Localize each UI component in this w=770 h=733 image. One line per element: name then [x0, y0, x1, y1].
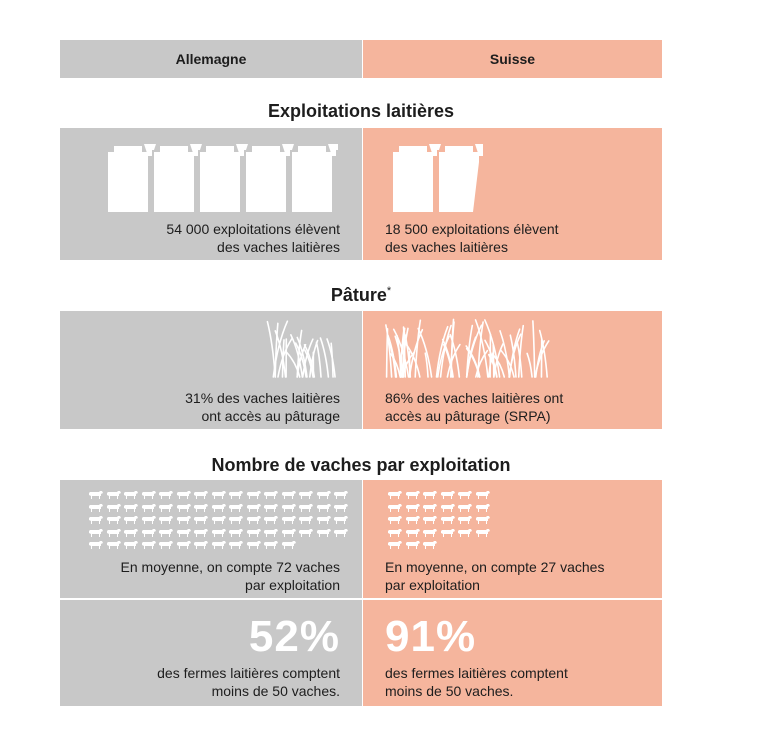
header-germany [60, 40, 362, 78]
grass-icon [381, 317, 559, 379]
cow-icons-grid [387, 490, 497, 554]
cow-icon [405, 528, 421, 538]
percentage-switzerland-value: 91% [385, 612, 477, 661]
cow-icon [158, 490, 174, 500]
cow-icon [176, 515, 192, 525]
cow-icon [228, 528, 244, 538]
cow-icon [88, 540, 104, 550]
vaches-germany-line2: par exploitation [245, 577, 340, 593]
cow-icon [298, 503, 314, 513]
cow-icon [123, 490, 139, 500]
percentage-switzerland-text [385, 664, 655, 700]
cow-icon [316, 503, 332, 513]
cow-icon [263, 540, 279, 550]
cow-icon [387, 528, 403, 538]
vaches-switzerland-line1: En moyenne, on compte 27 vaches [385, 559, 605, 575]
panel-percentage-germany [60, 600, 362, 706]
cow-icon [88, 490, 104, 500]
panel-exploitations-switzerland [363, 128, 662, 260]
cow-icon [457, 490, 473, 500]
cow-icon [405, 515, 421, 525]
cow-icon [316, 515, 332, 525]
cow-icon [88, 503, 104, 513]
section-title-exploitations: Exploitations laitières [267, 101, 455, 121]
panel-vaches-germany [60, 480, 362, 598]
panel-exploitations-germany [60, 128, 362, 260]
cow-icon [422, 528, 438, 538]
cow-icon [333, 503, 349, 513]
cow-icon [405, 490, 421, 500]
cow-icon [263, 490, 279, 500]
vaches-germany-line1: En moyenne, on compte 72 vaches [120, 559, 340, 575]
cow-icon [211, 528, 227, 538]
cow-icon [475, 528, 491, 538]
percentage-germany-text [60, 664, 340, 700]
cow-icon [298, 490, 314, 500]
cow-icon [158, 528, 174, 538]
cow-icon [281, 515, 297, 525]
exploitations-germany-line2: des vaches laitières [217, 239, 340, 255]
cow-icon [387, 503, 403, 513]
cow-icon [263, 515, 279, 525]
cow-icon [123, 528, 139, 538]
pature-switzerland-text [385, 389, 655, 425]
cow-icon [141, 528, 157, 538]
footnote-mark: * [386, 285, 392, 297]
cow-icon [141, 503, 157, 513]
cow-icon [333, 515, 349, 525]
cow-icon [106, 540, 122, 550]
cow-icon [228, 503, 244, 513]
cow-icons-grid [88, 490, 348, 554]
pature-switzerland-line1: 86% des vaches laitières ont [385, 390, 564, 406]
cow-icon [106, 528, 122, 538]
exploitations-germany-text [60, 220, 340, 256]
cow-icon [176, 490, 192, 500]
panel-percentage-switzerland [363, 600, 662, 706]
panel-vaches-switzerland [363, 480, 662, 598]
cow-icon [316, 490, 332, 500]
grass-blade [267, 322, 275, 377]
cow-icon [281, 490, 297, 500]
cow-icon [405, 540, 421, 550]
cow-icon [422, 540, 438, 550]
pature-germany-line1: 31% des vaches laitières [185, 390, 340, 406]
grass-blade [317, 342, 321, 377]
silo-icon [108, 146, 148, 212]
cow-icon [246, 490, 262, 500]
cow-icon [193, 490, 209, 500]
section-title-pature-text: Pâture [330, 285, 387, 305]
grass-blade [533, 321, 535, 377]
grass-icon [266, 317, 340, 379]
cow-icon [211, 515, 227, 525]
cow-icon [106, 515, 122, 525]
cow-icon [475, 490, 491, 500]
percentage-germany-line2: moins de 50 vaches. [211, 683, 340, 699]
percentage-germany-line1: des fermes laitières comptent [157, 665, 340, 681]
cow-icon [246, 503, 262, 513]
cow-icon [387, 540, 403, 550]
cow-icon [405, 503, 421, 513]
panel-pature-switzerland [363, 311, 662, 429]
cow-icon [440, 490, 456, 500]
cow-icon [263, 528, 279, 538]
cow-icon [193, 528, 209, 538]
cow-icon [298, 515, 314, 525]
cow-icon [281, 503, 297, 513]
cow-icon [422, 490, 438, 500]
cow-icon [141, 490, 157, 500]
grass-blade [282, 340, 284, 377]
section-title-pature [60, 285, 662, 306]
percentage-switzerland-line1: des fermes laitières comptent [385, 665, 568, 681]
pature-switzerland-line2: accès au pâturage (SRPA) [385, 408, 551, 424]
pature-germany-text [60, 389, 340, 425]
cow-icon [211, 490, 227, 500]
cow-icon [106, 490, 122, 500]
cow-icon [176, 503, 192, 513]
cow-icon [228, 515, 244, 525]
cow-icon [281, 528, 297, 538]
cow-icon [333, 528, 349, 538]
cow-icon [333, 490, 349, 500]
silo-icon [246, 146, 286, 212]
cow-icon [123, 540, 139, 550]
cow-icon [228, 540, 244, 550]
cow-icon [88, 528, 104, 538]
cow-icon [193, 540, 209, 550]
cow-icon [141, 540, 157, 550]
silo-icon [439, 146, 479, 212]
cow-icon [106, 503, 122, 513]
header-germany-label: Allemagne [175, 51, 247, 67]
cow-icon [475, 503, 491, 513]
section-title-vaches: Nombre de vaches par exploitation [211, 455, 511, 475]
cow-icon [123, 503, 139, 513]
exploitations-switzerland-line1: 18 500 exploitations élèvent [385, 221, 559, 237]
grass-blade [331, 343, 333, 377]
cow-icon [246, 540, 262, 550]
cow-icon [158, 515, 174, 525]
cow-icon [246, 515, 262, 525]
cow-icon [176, 528, 192, 538]
panel-pature-germany [60, 311, 362, 429]
percentage-germany-value: 52% [248, 612, 340, 661]
cow-icon [440, 515, 456, 525]
cow-icon [211, 540, 227, 550]
silo-icon [200, 146, 240, 212]
cow-icon [422, 503, 438, 513]
cow-icon [263, 503, 279, 513]
vaches-switzerland-text [385, 558, 655, 594]
cow-icon [457, 503, 473, 513]
pature-germany-line2: ont accès au pâturage [201, 408, 340, 424]
cow-icon [193, 515, 209, 525]
farm-buildings-icon [108, 142, 338, 214]
cow-icon [141, 515, 157, 525]
cow-icon [193, 503, 209, 513]
cow-icon [440, 528, 456, 538]
header-switzerland [363, 40, 662, 78]
cow-icon [316, 528, 332, 538]
cow-icon [457, 528, 473, 538]
silo-icon [154, 146, 194, 212]
header-switzerland-label: Suisse [489, 51, 536, 67]
grass-blade [527, 353, 532, 377]
cow-icon [123, 515, 139, 525]
farm-buildings-icon [393, 142, 483, 214]
cow-icon [298, 528, 314, 538]
silo-icon [393, 146, 433, 212]
percentage-switzerland-line2: moins de 50 vaches. [385, 683, 514, 699]
vaches-switzerland-line2: par exploitation [385, 577, 480, 593]
cow-icon [387, 490, 403, 500]
cow-icon [475, 515, 491, 525]
cow-icon [281, 540, 297, 550]
cow-icon [246, 528, 262, 538]
cow-icon [457, 515, 473, 525]
cow-icon [422, 515, 438, 525]
cow-icon [440, 503, 456, 513]
silo-icon [292, 146, 332, 212]
cow-icon [176, 540, 192, 550]
cow-icon [228, 490, 244, 500]
grass-blade [320, 338, 328, 377]
vaches-germany-text [60, 558, 340, 594]
cow-icon [387, 515, 403, 525]
cow-icon [158, 503, 174, 513]
exploitations-switzerland-line2: des vaches laitières [385, 239, 508, 255]
exploitations-switzerland-text [385, 220, 655, 256]
cow-icon [88, 515, 104, 525]
cow-icon [158, 540, 174, 550]
exploitations-germany-line1: 54 000 exploitations élèvent [166, 221, 340, 237]
cow-icon [211, 503, 227, 513]
